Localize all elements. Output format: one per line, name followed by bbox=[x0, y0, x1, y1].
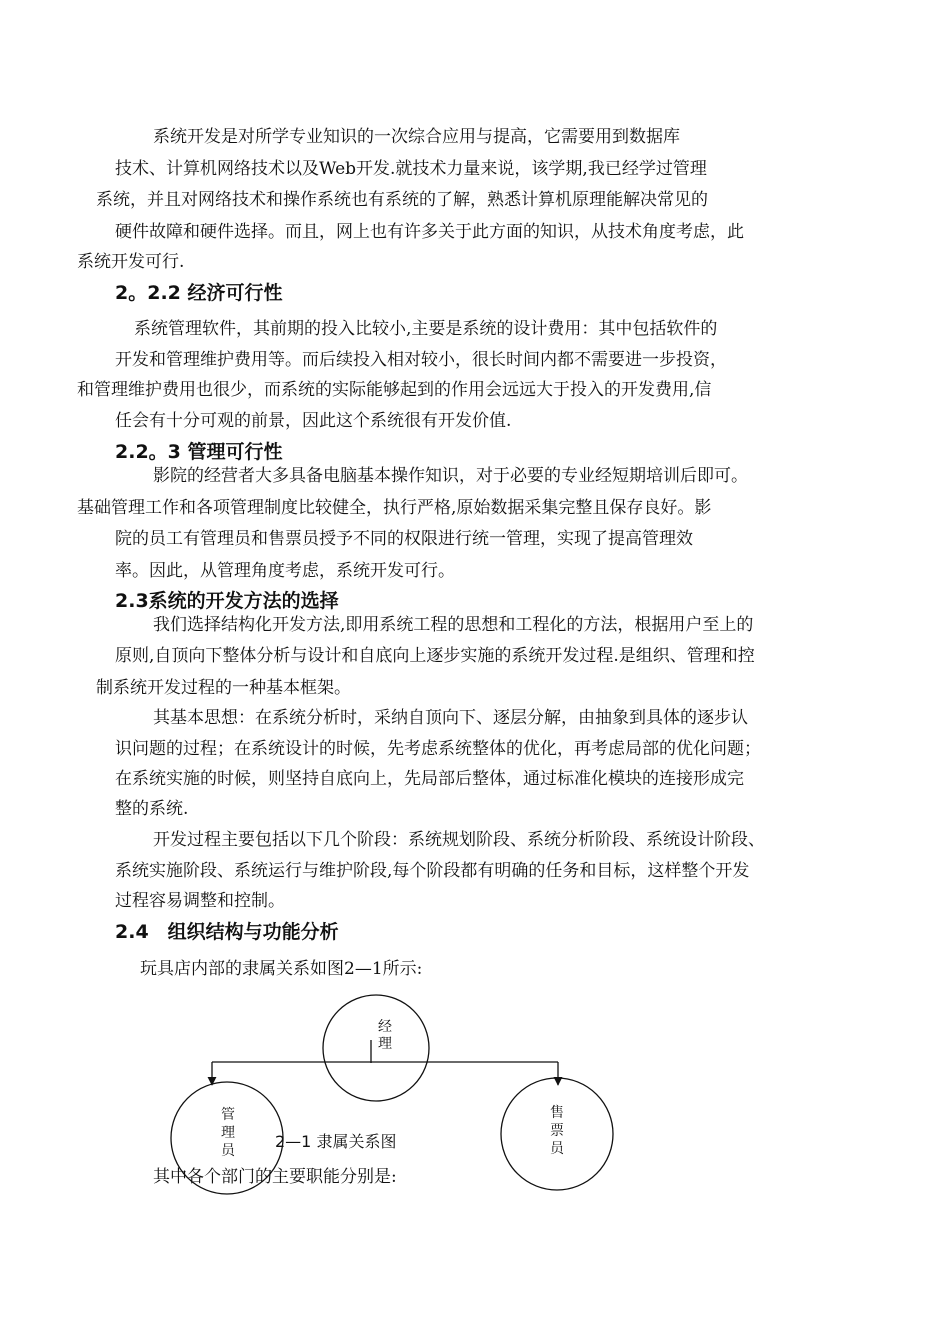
tech-feasibility-line-4: 硬件故障和硬件选择。而且，网上也有许多关于此方面的知识，从技术角度考虑，此 bbox=[115, 222, 744, 242]
economic-line-2: 开发和管理维护费用等。而后续投入相对较小，很长时间内都不需要进一步投资， bbox=[115, 350, 727, 370]
tech-feasibility-line-1: 系统开发是对所学专业知识的一次综合应用与提高，它需要用到数据库 bbox=[153, 127, 680, 147]
tech-feasibility-line-3: 系统，并且对网络技术和操作系统也有系统的了解，熟悉计算机原理能解决常见的 bbox=[96, 190, 708, 210]
left-label-char-1: 管 bbox=[221, 1107, 235, 1123]
diagram-caption: 2—1 隶属关系图 bbox=[275, 1132, 397, 1151]
management-feasibility-heading: 2.2。3 管理可行性 bbox=[115, 441, 283, 463]
management-line-4: 率。因此，从管理角度考虑，系统开发可行。 bbox=[115, 561, 455, 581]
right-label-char-2: 票 bbox=[550, 1123, 564, 1139]
management-line-1: 影院的经营者大多具备电脑基本操作知识，对于必要的专业经短期培训后即可。 bbox=[153, 466, 748, 486]
dev-method-p2-line-1: 其基本思想：在系统分析时，采纳自顶向下、逐层分解，由抽象到具体的逐步认 bbox=[153, 708, 748, 728]
dev-method-p2-line-4: 整的系统. bbox=[115, 799, 189, 819]
economic-line-4: 任会有十分可观的前景，因此这个系统很有开发价值. bbox=[115, 411, 512, 431]
root-label-char-2: 理 bbox=[378, 1036, 392, 1052]
dev-method-p2-line-2: 识问题的过程；在系统设计的时候，先考虑系统整体的优化，再考虑局部的优化问题； bbox=[115, 739, 761, 759]
dev-method-p1-line-2: 原则,自顶向下整体分析与设计和自底向上逐步实施的系统开发过程.是组织、管理和控 bbox=[115, 646, 755, 666]
root-label-char-1: 经 bbox=[378, 1019, 392, 1035]
right-label-char-1: 售 bbox=[550, 1105, 564, 1121]
tech-feasibility-line-2: 技术、计算机网络技术以及Web开发.就技术力量来说，该学期,我已经学过管理 bbox=[115, 159, 707, 179]
dev-method-p1-line-1: 我们选择结构化开发方法,即用系统工程的思想和工程化的方法，根据用户至上的 bbox=[153, 615, 754, 635]
left-label-char-3: 员 bbox=[221, 1143, 235, 1159]
dev-method-p3-line-3: 过程容易调整和控制。 bbox=[115, 891, 285, 911]
root-node-circle bbox=[323, 995, 429, 1101]
dev-method-p1-line-3: 制系统开发过程的一种基本框架。 bbox=[96, 678, 351, 698]
economic-feasibility-heading: 2。2.2 经济可行性 bbox=[115, 282, 283, 304]
management-line-2: 基础管理工作和各项管理制度比较健全，执行严格,原始数据采集完整且保存良好。影 bbox=[77, 498, 712, 518]
org-chart-diagram bbox=[0, 990, 950, 1200]
org-structure-heading: 2.4 组织结构与功能分析 bbox=[115, 921, 339, 943]
economic-line-3: 和管理维护费用也很少，而系统的实际能够起到的作用会远远大于投入的开发费用,信 bbox=[77, 380, 712, 400]
dev-method-heading: 2.3系统的开发方法的选择 bbox=[115, 590, 339, 612]
right-label-char-3: 员 bbox=[550, 1141, 564, 1157]
org-intro-line: 玩具店内部的隶属关系如图2—1所示: bbox=[140, 959, 423, 979]
dev-method-p3-line-1: 开发过程主要包括以下几个阶段：系统规划阶段、系统分析阶段、系统设计阶段、 bbox=[153, 830, 765, 850]
org-after-line: 其中各个部门的主要职能分别是: bbox=[153, 1167, 397, 1187]
management-line-3: 院的员工有管理员和售票员授予不同的权限进行统一管理，实现了提高管理效 bbox=[115, 529, 693, 549]
left-label-char-2: 理 bbox=[221, 1125, 235, 1141]
dev-method-p2-line-3: 在系统实施的时候，则坚持自底向上，先局部后整体，通过标准化模块的连接形成完 bbox=[115, 769, 744, 789]
dev-method-p3-line-2: 系统实施阶段、系统运行与维护阶段,每个阶段都有明确的任务和目标，这样整个开发 bbox=[115, 861, 750, 881]
tech-feasibility-line-5: 系统开发可行. bbox=[77, 252, 185, 272]
economic-line-1: 系统管理软件，其前期的投入比较小,主要是系统的设计费用：其中包括软件的 bbox=[134, 319, 718, 339]
